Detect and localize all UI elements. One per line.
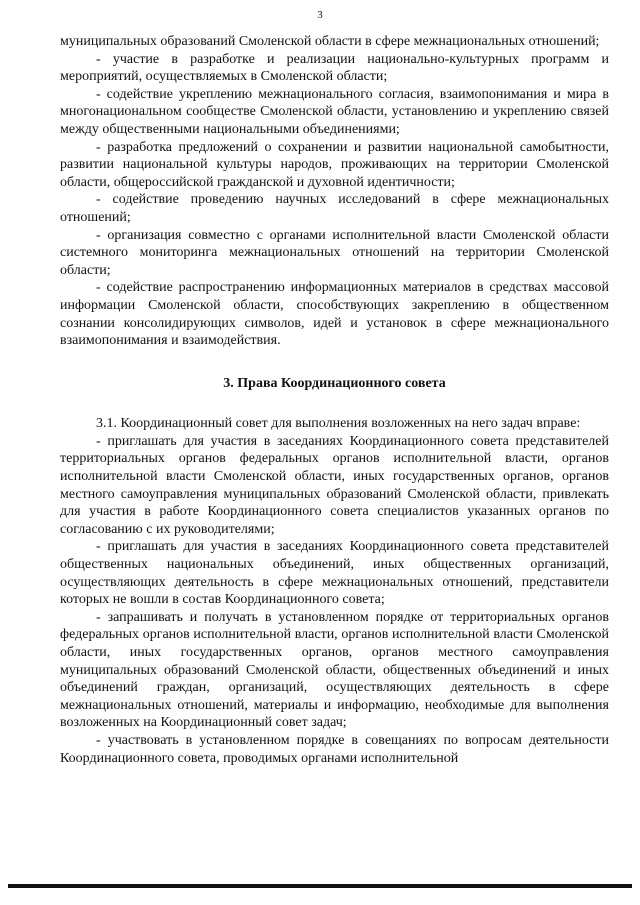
list-item: - содействие укреплению межнационального согласия, взаимопонимания и мира в многонациональном сообществе Смоленской области, установлению и укреплению связей между общественными национальными объединениями; (60, 86, 609, 137)
clause-paragraph: 3.1. Координационный совет для выполнения возложенных на него задач вправе: (96, 416, 581, 432)
document-body (60, 33, 609, 767)
list-item: - содействие распространению информационных материалов в средствах массовой информации Смоленской области, способствующих закреплению в общественном сознании консолидирующих символов, идей и установок в сфере межнационального взаимопонимания и взаимодействия. (60, 280, 609, 349)
list-item: - организация совместно с органами исполнительной власти Смоленской области системного мониторинга межнациональных отношений на территории Смоленской области; (60, 227, 609, 278)
list-item: - разработка предложений о сохранении и развитии национальной самобытности, развитии национальной культуры народов, проживающих на территории Смоленской области, общероссийской гражданской и духовной идентичности; (60, 139, 609, 190)
section-heading: 3. Права Координационного совета (223, 375, 446, 391)
list-item: - приглашать для участия в заседаниях Координационного совета представителей территориальных органов федеральных органов исполнительной власти, органов исполнительной власти Смоленской области, иных государственных органов, органов местного самоуправления муниципальных образований Смоленской области, привлекать для участия в работе Координационного совета специалистов указанных органов по согласованию с их руководителями; (60, 433, 609, 537)
list-item: - участвовать в установленном порядке в совещаниях по вопросам деятельности Координационного совета, проводимых органами исполнительной (60, 732, 609, 766)
list-item: - содействие проведению научных исследований в сфере межнациональных отношений; (60, 192, 609, 225)
list-item: - запрашивать и получать в установленном порядке от территориальных органов федеральных органов исполнительной власти, органов исполнительной власти Смоленской области, иных государственных органов, органов местного самоуправления муниципальных образований Смоленской области, общественных объединений и иных объединений граждан, организаций, осуществляющих деятельность в сфере межнациональных отношений, материалы и информацию, необходимые для выполнения возложенных на Координационный совет задач; (60, 609, 609, 731)
list-item: - участие в разработке и реализации национально-культурных программ и мероприятий, осуществляемых в Смоленской области; (60, 51, 609, 85)
list-item: - приглашать для участия в заседаниях Координационного совета представителей общественных национальных объединений, иных общественных организаций, осуществляющих деятельность в сфере межнациональных отношений, представители которых не вошли в состав Координационного совета; (60, 539, 609, 608)
bottom-border-line (8, 884, 632, 888)
page-number: 3 (317, 9, 323, 21)
paragraph-continuation: муниципальных образований Смоленской области в сфере межнациональных отношений; (60, 34, 600, 49)
